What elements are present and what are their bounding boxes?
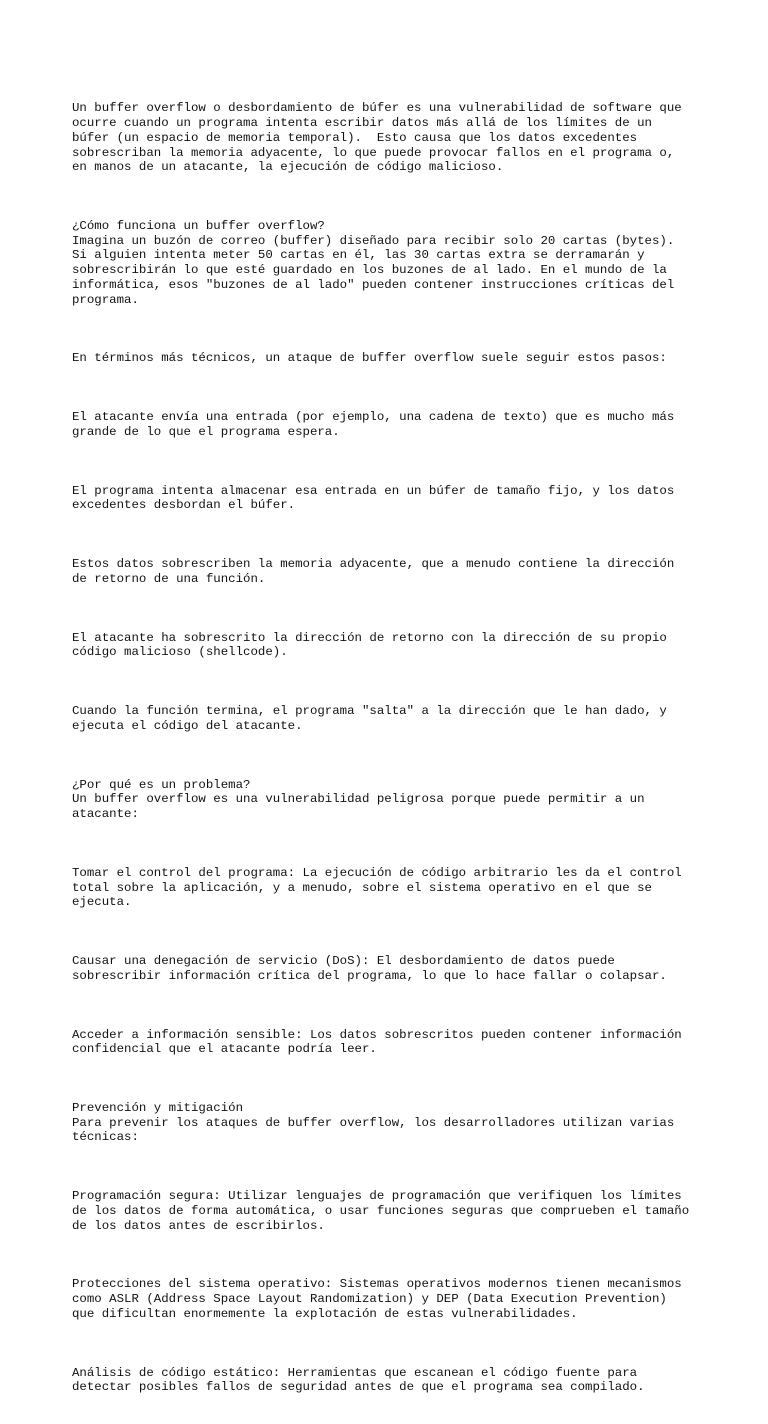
step-paragraph: El programa intenta almacenar esa entrada en un búfer de tamaño fijo, y los datos excedentes desbordan el búfer. (72, 483, 675, 513)
step-paragraph: Cuando la función termina, el programa "salta" a la dirección que le han dado, y ejecuta el código del atacante. (72, 704, 667, 733)
step-paragraph: Estos datos sobrescriben la memoria adyacente, que a menudo contiene la dirección de retorno de una función. (72, 557, 675, 586)
step-paragraph: El atacante ha sobrescrito la dirección de retorno con la dirección de su propio código malicioso (shellcode). (72, 630, 667, 660)
document-body (72, 72, 712, 1424)
risk-paragraph: Causar una denegación de servicio (DoS): El desbordamiento de datos puede sobrescribir información crítica del programa, lo que lo hace fallar o colapsar. (72, 954, 667, 983)
intro-paragraph: Un buffer overflow o desbordamiento de búfer es una vulnerabilidad de software que ocurre cuando un programa intenta escribir datos más allá de los límites de un búfer (un espacio de memoria temporal). Esto causa que los datos excedentes sobrescriban la memoria adyacente, lo que puede provocar fallos en el programa o, en manos de un atacante, la ejecución de código malicioso. (72, 101, 682, 175)
technical-steps-intro: En términos más técnicos, un ataque de buffer overflow suele seguir estos pasos: (72, 351, 667, 366)
technique-paragraph: Protecciones del sistema operativo: Sistemas operativos modernos tienen mecanismos como ASLR (Address Space Layout Randomization) y DEP (Data Execution Prevention) que dificultan enormemente la explotación de estas vulnerabilidades. (72, 1277, 682, 1321)
prevention-paragraph: Prevención y mitigación Para prevenir los ataques de buffer overflow, los desarrolladores utilizan varias técnicas: (72, 1101, 675, 1145)
why-problem-paragraph: ¿Por qué es un problema? Un buffer overflow es una vulnerabilidad peligrosa porque puede permitir a un atacante: (72, 777, 645, 822)
technique-paragraph: Análisis de código estático: Herramientas que escanean el código fuente para detectar posibles fallos de seguridad antes de que el programa sea compilado. (72, 1365, 645, 1395)
technique-paragraph: Programación segura: Utilizar lenguajes de programación que verifiquen los límites de los datos de forma automática, o usar funciones seguras que comprueben el tamaño de los datos antes de escribirlos. (72, 1189, 690, 1233)
step-paragraph: El atacante envía una entrada (por ejemplo, una cadena de texto) que es mucho más grande de lo que el programa espera. (72, 410, 675, 439)
risk-paragraph: Tomar el control del programa: La ejecución de código arbitrario les da el control total sobre la aplicación, y a menudo, sobre el sistema operativo en el que se ejecuta. (72, 865, 682, 910)
how-it-works-paragraph: ¿Cómo funciona un buffer overflow? Imagina un buzón de correo (buffer) diseñado para recibir solo 20 cartas (bytes). Si alguien intenta meter 50 cartas en él, las 30 cartas extra se derramarán y sobrescribirán lo que esté guardado en los buzones de al lado. En el mundo de la informática, esos "buzones de al lado" pueden contener instrucciones críticas del programa. (72, 219, 675, 307)
risk-paragraph: Acceder a información sensible: Los datos sobrescritos pueden contener información confidencial que el atacante podría leer. (72, 1027, 682, 1057)
